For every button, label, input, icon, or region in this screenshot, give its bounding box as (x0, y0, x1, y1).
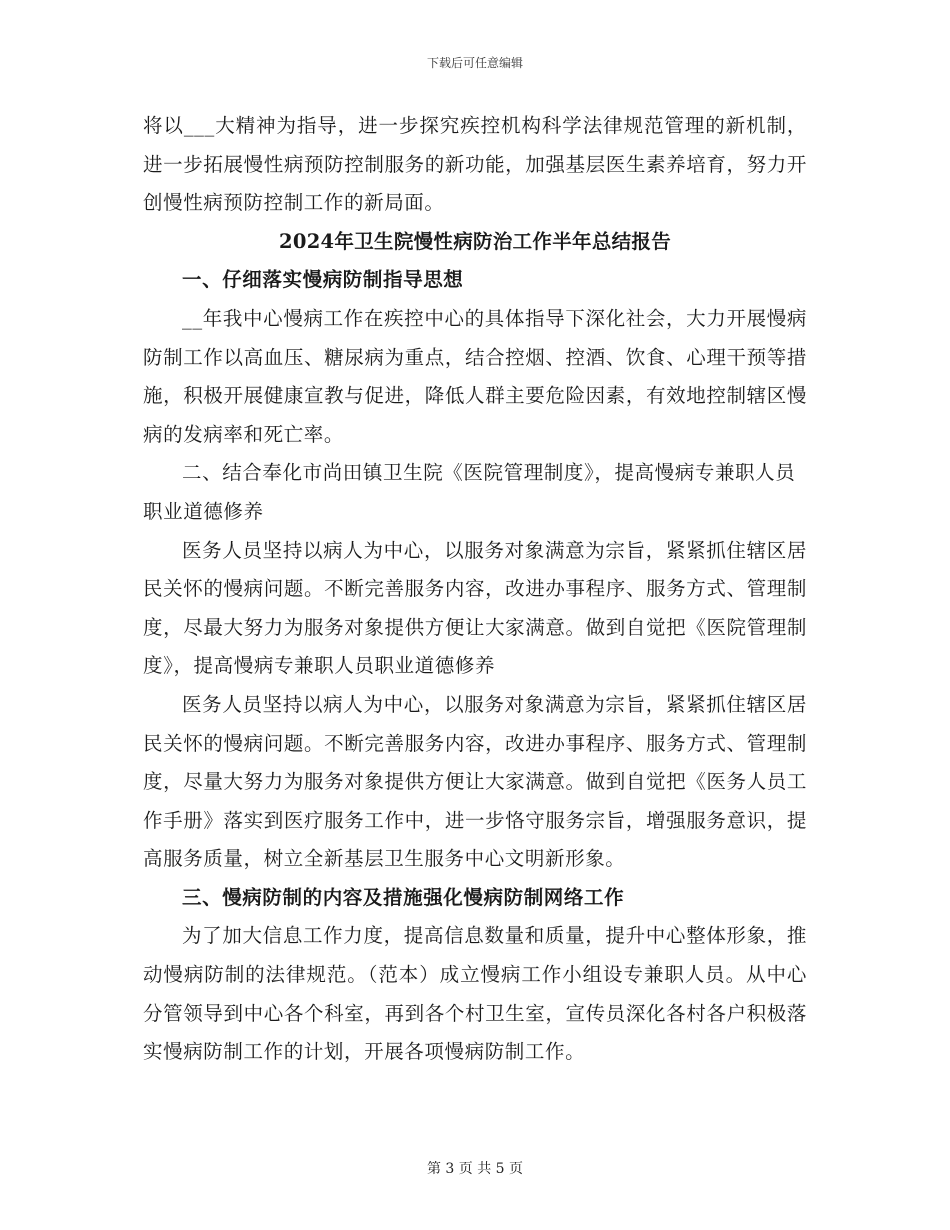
intro-paragraph: 将以___大精神为指导，进一步探究疾控机构科学法律规范管理的新机制，进一步拓展慢性病预防控制服务的新功能，加强基层医生素养培育，努力开创慢性病预防控制工作的新局面。 (143, 114, 807, 215)
section-3-body: 为了加大信息工作力度，提高信息数量和质量，提升中心整体形象，推动慢病防制的法律规范。（范本）成立慢病工作小组设专兼职人员。从中心分管领导到中心各个科室，再到各个村卫生室，宣传员深化各村各户积极落实慢病防制工作的计划，开展各项慢病防制工作。 (143, 924, 807, 1064)
section-3-heading: 三、慢病防制的内容及措施强化慢病防制网络工作 (182, 885, 625, 909)
document-title: 2024年卫生院慢性病防治工作半年总结报告 (278, 229, 672, 253)
section-1-heading: 一、仔细落实慢病防制指导思想 (182, 268, 464, 292)
section-2-heading: 二、结合奉化市尚田镇卫生院《医院管理制度》，提高慢病专兼职人员职业道德修养 (143, 461, 796, 523)
section-2-body-1: 医务人员坚持以病人为中心，以服务对象满意为宗旨，紧紧抓住辖区居民关怀的慢病问题。不断完善服务内容，改进办事程序、服务方式、管理制度，尽最大努力为服务对象提供方便让大家满意。做到自觉把《医院管理制度》，提高慢病专兼职人员职业道德修养 (143, 538, 807, 678)
section-1-body: __年我中心慢病工作在疾控中心的具体指导下深化社会，大力开展慢病防制工作以高血压、糖尿病为重点，结合控烟、控酒、饮食、心理干预等措施，积极开展健康宣教与促进，降低人群主要危险因素，有效地控制辖区慢病的发病率和死亡率。 (143, 306, 807, 446)
page-number-footer: 第 3 页 共 5 页 (426, 1161, 524, 1177)
document-body (143, 107, 807, 1072)
page-header-note: 下载后可任意编辑 (426, 56, 523, 70)
section-2-body-2: 医务人员坚持以病人为中心，以服务对象满意为宗旨，紧紧抓住辖区居民关怀的慢病问题。不断完善服务内容，改进办事程序、服务方式、管理制度，尽量大努力为服务对象提供方便让大家满意。做到自觉把《医务人员工作手册》落实到医疗服务工作中，进一步恪守服务宗旨，增强服务意识，提高服务质量，树立全新基层卫生服务中心文明新形象。 (143, 692, 807, 871)
